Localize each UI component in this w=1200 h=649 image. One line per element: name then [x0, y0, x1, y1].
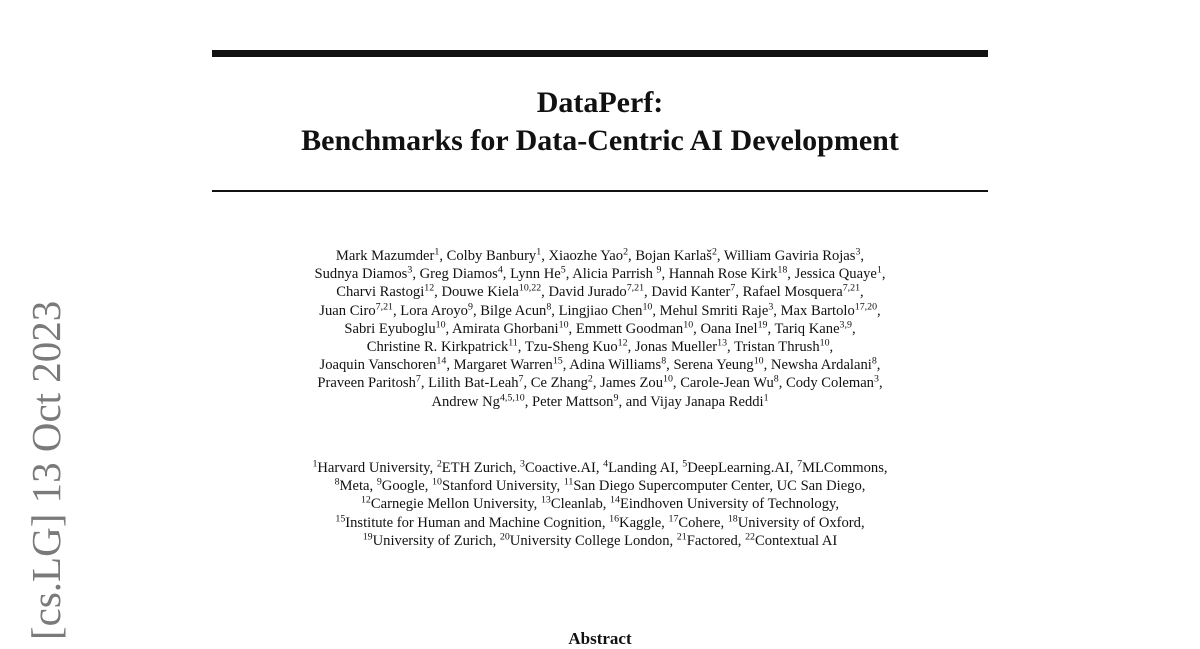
author-superscript: 12	[424, 282, 435, 294]
author-text: , Alicia Parrish	[565, 266, 657, 283]
affiliation-line	[212, 532, 988, 550]
author-superscript: 8	[871, 355, 877, 367]
author-superscript: 3	[855, 246, 861, 258]
author-text: ,	[860, 248, 865, 264]
author-superscript: 11	[508, 337, 518, 349]
author-text: , Cody Coleman	[778, 375, 874, 392]
author-text: ,	[851, 320, 856, 337]
affiliation-superscript: 17	[668, 513, 679, 525]
author-text: Andrew Ng	[431, 393, 500, 410]
author-line	[212, 302, 988, 320]
title-line-2: Benchmarks for Data-Centric AI Development	[301, 124, 899, 157]
affiliation-line	[212, 477, 988, 495]
affiliation-list	[212, 459, 988, 550]
author-text: , Jessica Quaye	[787, 266, 877, 283]
author-text: , Amirata Ghorbani	[445, 320, 559, 337]
author-text: Charvi Rastogi	[336, 284, 425, 301]
affiliation-superscript: 8	[334, 476, 340, 488]
author-text: ,	[876, 357, 881, 374]
author-superscript: 7	[518, 373, 524, 385]
author-superscript: 10	[642, 301, 653, 313]
affiliation-text: Factored,	[686, 532, 746, 549]
author-superscript: 3	[407, 264, 413, 276]
abstract-heading: Abstract	[568, 629, 632, 648]
affiliation-superscript: 9	[376, 476, 382, 488]
top-rule	[212, 50, 988, 57]
affiliation-superscript: 10	[432, 476, 442, 488]
title-rule	[212, 190, 988, 192]
author-superscript: 10	[558, 319, 569, 331]
author-text: , Emmett Goodman	[568, 320, 684, 337]
author-text: , Tzu-Sheng Kuo	[517, 339, 618, 356]
author-text: , Newsha Ardalani	[763, 357, 872, 374]
author-text: , Adina Williams	[562, 357, 662, 374]
affiliation-superscript: 13	[540, 494, 551, 506]
affiliation-text: Eindhoven University of Technology,	[619, 496, 840, 513]
author-superscript: 1	[536, 246, 542, 258]
affiliation-line	[212, 514, 988, 532]
author-text: , and Vijay Janapa Reddi	[618, 393, 764, 410]
author-superscript: 1	[763, 392, 769, 404]
affiliation-text: Stanford University,	[441, 478, 564, 495]
affiliation-text: Google,	[381, 478, 433, 495]
author-superscript: 10	[663, 373, 673, 385]
author-superscript: 12	[617, 337, 628, 349]
author-superscript: 9	[467, 301, 473, 313]
affiliation-superscript: 1	[312, 458, 318, 470]
affiliation-text: Landing AI,	[608, 460, 683, 476]
arxiv-stamp: [cs.LG] 13 Oct 2023	[23, 300, 69, 640]
author-superscript: 1	[434, 246, 440, 258]
title-line-1: DataPerf:	[536, 86, 664, 119]
author-text: , Lynn He	[502, 266, 561, 283]
author-superscript: 10,22	[518, 282, 542, 294]
author-text: , Peter Mattson	[524, 393, 614, 410]
affiliation-text: University College London,	[509, 532, 677, 549]
author-superscript: 8	[546, 301, 552, 313]
author-text: , Douwe Kiela	[434, 284, 519, 301]
author-superscript: 3	[873, 373, 879, 385]
author-superscript: 15	[552, 355, 563, 367]
author-superscript: 9	[613, 392, 619, 404]
author-superscript: 17,20	[854, 301, 878, 313]
affiliation-superscript: 2	[436, 458, 442, 470]
affiliation-superscript: 3	[519, 458, 525, 470]
author-superscript: 7	[415, 373, 421, 385]
author-superscript: 10	[753, 355, 764, 367]
author-text: Sudnya Diamos	[314, 266, 408, 283]
author-superscript: 10	[683, 319, 694, 331]
author-line	[212, 374, 988, 392]
affiliation-superscript: 4	[603, 458, 609, 470]
author-line	[212, 338, 988, 356]
author-superscript: 2	[711, 246, 717, 258]
author-superscript: 7,21	[842, 282, 861, 294]
author-superscript: 2	[587, 373, 593, 385]
author-text: , Lingjiao Chen	[551, 302, 643, 319]
affiliation-superscript: 7	[797, 458, 803, 470]
affiliation-superscript: 22	[745, 531, 755, 543]
author-text: ,	[881, 266, 886, 283]
author-superscript: 7,21	[626, 282, 645, 294]
author-text: , Rafael Mosquera	[735, 284, 843, 301]
affiliation-superscript: 21	[676, 531, 687, 543]
affiliation-superscript: 12	[360, 494, 371, 506]
author-line	[212, 247, 988, 265]
author-list	[212, 247, 988, 411]
affiliation-text: Cleanlab,	[550, 496, 611, 513]
author-text: , Oana Inel	[693, 320, 758, 337]
author-text: , Jonas Mueller	[627, 339, 718, 356]
author-text: ,	[877, 302, 881, 319]
author-superscript: 7	[730, 282, 736, 294]
author-text: ,	[829, 339, 834, 356]
author-superscript: 3,9	[839, 319, 852, 331]
affiliation-superscript: 16	[609, 513, 620, 525]
author-superscript: 10	[435, 319, 446, 331]
affiliation-text: Cohere,	[678, 514, 728, 531]
author-text: , Bojan Karlaš	[628, 248, 712, 264]
affiliation-superscript: 15	[335, 513, 346, 525]
affiliation-text: University of Zurich,	[372, 532, 500, 549]
author-text: , Ce Zhang	[523, 375, 588, 392]
author-text: , Greg Diamos	[412, 266, 498, 283]
author-text: Juan Ciro	[319, 302, 376, 319]
author-text: Christine R. Kirkpatrick	[366, 339, 509, 356]
paper-title	[212, 84, 988, 160]
affiliation-text: Coactive.AI,	[524, 460, 604, 476]
author-superscript: 19	[757, 319, 768, 331]
author-text: , Max Bartolo	[773, 302, 855, 319]
author-text: , William Gaviria Rojas	[716, 248, 856, 264]
affiliation-text: San Diego Supercomputer Center, UC San Diego,	[573, 478, 866, 495]
author-line	[212, 320, 988, 338]
author-superscript: 4	[497, 264, 503, 276]
author-superscript: 3	[768, 301, 774, 313]
affiliation-text: Institute for Human and Machine Cognition,	[345, 514, 610, 531]
affiliation-text: ETH Zurich,	[441, 460, 520, 476]
author-text: , Xiaozhe Yao	[541, 248, 624, 264]
author-line	[212, 283, 988, 301]
affiliation-text: MLCommons,	[802, 460, 888, 476]
affiliation-superscript: 20	[499, 531, 510, 543]
author-superscript: 8	[773, 373, 779, 385]
author-text: , Tristan Thrush	[727, 339, 820, 356]
author-text: , Mehul Smriti Raje	[652, 302, 769, 319]
author-text: ,	[860, 284, 864, 301]
affiliation-superscript: 18	[727, 513, 738, 525]
author-text: ,	[878, 375, 883, 392]
author-text: Sabri Eyuboglu	[344, 320, 436, 337]
author-text: Praveen Paritosh	[317, 375, 416, 392]
author-superscript: 14	[436, 355, 447, 367]
affiliation-text: Kaggle,	[619, 514, 669, 531]
author-text: , Lora Aroyo	[393, 302, 468, 319]
affiliation-superscript: 11	[563, 476, 574, 488]
affiliation-text: Carnegie Mellon University,	[370, 496, 541, 513]
author-superscript: 9	[656, 264, 662, 276]
affiliation-line	[212, 495, 988, 513]
author-text: , Lilith Bat-Leah	[420, 375, 519, 392]
author-line	[212, 393, 988, 411]
author-text: , Bilge Acun	[472, 302, 547, 319]
author-superscript: 8	[661, 355, 667, 367]
author-superscript: 7,21	[375, 301, 393, 313]
affiliation-text: DeepLearning.AI,	[687, 460, 798, 476]
author-superscript: 4,5,10	[499, 392, 525, 404]
author-superscript: 13	[717, 337, 728, 349]
author-line	[212, 356, 988, 374]
author-text: , Colby Banbury	[439, 248, 537, 264]
affiliation-superscript: 19	[362, 531, 373, 543]
author-text: , David Kanter	[644, 284, 731, 301]
affiliation-text: University of Oxford,	[737, 514, 865, 531]
author-text: , Serena Yeung	[666, 357, 754, 374]
author-text: Mark Mazumder	[335, 248, 435, 264]
affiliation-superscript: 5	[682, 458, 688, 470]
affiliation-text: Harvard University,	[317, 460, 437, 476]
author-text: , David Jurado	[541, 284, 627, 301]
affiliation-text: Meta,	[339, 478, 377, 495]
author-line	[212, 265, 988, 283]
affiliation-text: Contextual AI	[754, 532, 838, 549]
author-text: , Hannah Rose Kirk	[661, 266, 778, 283]
author-text: , Tariq Kane	[767, 320, 840, 337]
author-superscript: 18	[777, 264, 788, 276]
author-text: , Carole-Jean Wu	[672, 375, 774, 392]
author-text: , Margaret Warren	[446, 357, 553, 374]
author-superscript: 5	[560, 264, 566, 276]
affiliation-superscript: 14	[610, 494, 620, 506]
author-text: Joaquin Vanschoren	[319, 357, 437, 374]
author-superscript: 10	[819, 337, 830, 349]
affiliation-line	[212, 459, 988, 477]
author-text: , James Zou	[592, 375, 663, 392]
author-superscript: 2	[623, 246, 629, 258]
author-superscript: 1	[876, 264, 882, 276]
